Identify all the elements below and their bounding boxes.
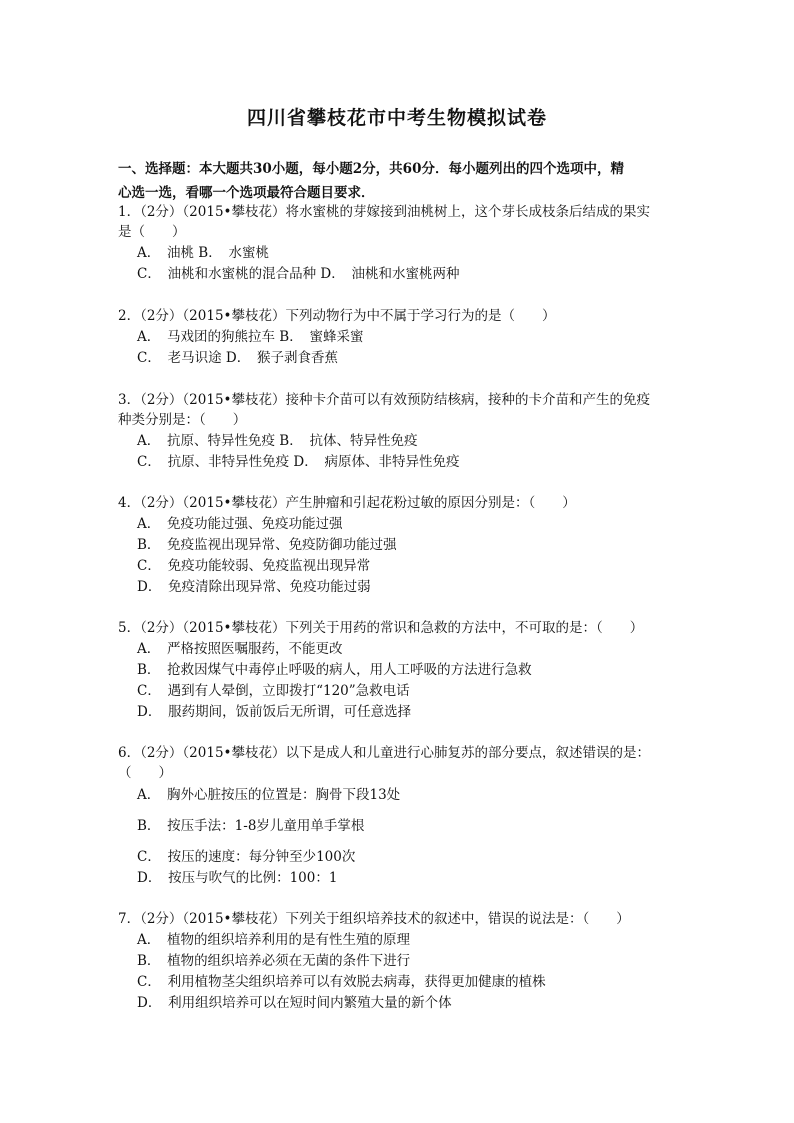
question-1-stem-line2: 是（ ） [118, 224, 186, 240]
question-3-stem-line2: 种类分别是：（ ） [118, 412, 247, 428]
question-4-stem-line1: 4．（2分）（2015•攀枝花）产生肿瘤和引起花粉过敏的原因分别是：（ ） [118, 495, 576, 511]
question-7-stem-line1: 7．（2分）（2015•攀枝花）下列关于组织培养技术的叙述中，错误的说法是：（ ） [118, 911, 630, 927]
question-7-option-b: B． 植物的组织培养必须在无菌的条件下进行 [137, 953, 411, 969]
section-heading-line2: 心选一选，看哪一个选项最符合题目要求． [118, 185, 375, 201]
question-1-stem-line1: 1．（2分）（2015•攀枝花）将水蜜桃的芽嫁接到油桃树上，这个芽长成枝条后结成的果实 [118, 204, 650, 220]
question-5-option-a: A． 严格按照医嘱服药，不能更改 [137, 641, 343, 657]
question-7-option-d: D． 利用组织培养可以在短时间内繁殖大量的新个体 [137, 995, 452, 1011]
question-2-stem-line1: 2．（2分）（2015•攀枝花）下列动物行为中不属于学习行为的是（ ） [118, 308, 556, 324]
page-title: 四川省攀枝花市中考生物模拟试卷 [246, 107, 547, 129]
question-5-option-d: D． 服药期间，饭前饭后无所谓，可任意选择 [137, 704, 412, 720]
question-6-stem-line2: （ ） [118, 765, 172, 781]
question-6-option-b: B． 按压手法：1-8岁儿童用单手掌根 [137, 818, 365, 834]
question-6-stem-line1: 6．（2分）（2015•攀枝花）以下是成人和儿童进行心肺复苏的部分要点，叙述错误的是： [118, 745, 650, 761]
section-heading-line1: 一、选择题：本大题共30小题，每小题2分，共60分．每小题列出的四个选项中，精 [118, 161, 624, 177]
question-4-option-a: A． 免疫功能过强、免疫功能过强 [137, 516, 343, 532]
question-3-options-row2: C． 抗原、非特异性免疫 D． 病原体、非特异性免疫 [137, 454, 460, 470]
question-4-option-d: D． 免疫清除出现异常、免疫功能过弱 [137, 579, 371, 595]
question-1-options-row1: A． 油桃 B． 水蜜桃 [137, 245, 269, 261]
question-7-option-c: C． 利用植物茎尖组织培养可以有效脱去病毒，获得更加健康的植株 [137, 974, 546, 990]
question-4-option-b: B． 免疫监视出现异常、免疫防御功能过强 [137, 537, 397, 553]
question-2-options-row2: C． 老马识途 D． 猴子剥食香蕉 [137, 350, 338, 366]
question-6-option-c: C． 按压的速度：每分钟至少100次 [137, 849, 356, 865]
question-5-option-b: B． 抢救因煤气中毒停止呼吸的病人，用人工呼吸的方法进行急救 [137, 662, 532, 678]
question-5-stem-line1: 5．（2分）（2015•攀枝花）下列关于用药的常识和急救的方法中，不可取的是：（ ） [118, 620, 644, 636]
question-2-options-row1: A． 马戏团的狗熊拉车 B． 蜜蜂采蜜 [137, 329, 364, 345]
question-4-option-c: C． 免疫功能较弱、免疫监视出现异常 [137, 558, 371, 574]
question-7-option-a: A． 植物的组织培养利用的是有性生殖的原理 [137, 932, 410, 948]
question-6-option-d: D． 按压与吹气的比例：100：1 [137, 870, 338, 886]
question-3-options-row1: A． 抗原、特异性免疫 B． 抗体、特异性免疫 [137, 433, 418, 449]
section-heading [118, 157, 678, 205]
question-3-stem-line1: 3．（2分）（2015•攀枝花）接种卡介苗可以有效预防结核病，接种的卡介苗和产生的免疫 [118, 392, 650, 408]
question-1-options-row2: C． 油桃和水蜜桃的混合品种 D． 油桃和水蜜桃两种 [137, 266, 460, 282]
question-6-option-a: A． 胸外心脏按压的位置是：胸骨下段13处 [137, 787, 401, 803]
question-5-option-c: C． 遇到有人晕倒，立即拨打“120”急救电话 [137, 683, 410, 699]
